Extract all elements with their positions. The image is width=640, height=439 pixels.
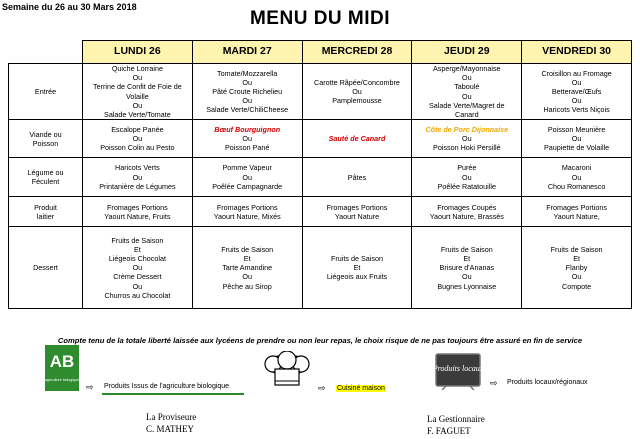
menu-item: Printanière de Légumes — [99, 181, 176, 191]
menu-item: Yaourt Nature, Mixés — [213, 211, 281, 221]
menu-item: Fromages Portions — [326, 202, 388, 212]
menu-item: Ou — [242, 134, 252, 144]
menu-item: Yaourt Nature, Brassés — [429, 211, 504, 221]
menu-item: Ou — [132, 100, 143, 110]
ab-logo-text: AB — [49, 352, 75, 371]
menu-item: Churros au Chocolat — [104, 290, 171, 300]
menu-item: Pomme Vapeur — [222, 163, 272, 173]
menu-cell — [192, 227, 302, 309]
menu-item: Ou — [571, 96, 582, 106]
day-header: JEUDI 29 — [412, 41, 522, 64]
menu-item: Côte de Porc Dijonnaise — [425, 124, 509, 134]
menu-item: Et — [463, 253, 471, 263]
page-title: MENU DU MIDI — [249, 8, 391, 29]
menu-item: Fruits de Saison — [331, 253, 383, 263]
menu-item: Sauté de Canard — [328, 134, 386, 144]
menu-item: Ou — [242, 172, 252, 182]
menu-item: Fruits de Saison — [550, 244, 603, 254]
menu-item: Chou Romanesco — [547, 181, 606, 191]
menu-item: Volaille — [126, 91, 149, 101]
menu-item: Fromages Portions — [546, 202, 607, 212]
menu-item: Flanby — [565, 263, 588, 273]
menu-item: Canard — [455, 110, 479, 120]
menu-cell — [412, 227, 522, 309]
menu-table — [8, 40, 632, 309]
menu-cell — [522, 158, 632, 197]
menu-cell — [412, 64, 522, 120]
menu-row — [9, 158, 632, 197]
menu-item: Fromages Portions — [107, 202, 168, 212]
menu-item: Betterave/Œufs — [551, 87, 602, 96]
menu-item: Et — [134, 244, 141, 254]
menu-item: Escalope Panée — [111, 124, 164, 134]
row-label — [9, 197, 83, 227]
menu-item: Salade Verte/Tomate — [104, 110, 171, 120]
day-header: MERCREDI 28 — [302, 41, 412, 64]
menu-item: Fromages Portions — [216, 202, 278, 212]
menu-item: Crème Dessert — [113, 272, 162, 282]
row-label-line: Légume ou — [27, 168, 64, 178]
menu-cell — [412, 197, 522, 227]
menu-item: Pâtes — [347, 172, 367, 182]
menu-item: Tarte Amandine — [222, 263, 273, 273]
row-label — [9, 64, 83, 120]
menu-item: Ou — [242, 272, 252, 282]
menu-item: Fromages Coupés — [437, 202, 497, 212]
menu-item: Haricots Verts — [115, 163, 160, 173]
menu-item: Terrine de Confit de Foie de — [93, 82, 182, 92]
menu-item: Ou — [132, 263, 143, 273]
menu-row — [9, 227, 632, 309]
menu-item: Poêlée Campagnarde — [212, 181, 283, 191]
menu-item: Fruits de Saison — [440, 244, 493, 254]
row-label-line: Entrée — [34, 87, 57, 96]
menu-cell — [83, 120, 193, 158]
header-corner — [9, 41, 83, 64]
menu-cell — [412, 120, 522, 158]
week-label: Semaine du 26 au 30 Mars 2018 — [2, 2, 137, 12]
local-arrow-icon: ⇨ — [490, 378, 498, 388]
local-logo-text: Produits locaux — [432, 364, 484, 373]
row-label-line: Viande ou — [29, 129, 62, 139]
menu-item: Ou — [461, 172, 472, 182]
menu-item: Ou — [571, 77, 582, 87]
chef-hat-icon — [263, 351, 311, 391]
signature-right-title: La Gestionnaire — [427, 414, 485, 424]
menu-item: Carotte Râpée/Concombre — [314, 77, 400, 87]
menu-item: Fruits de Saison — [221, 244, 274, 254]
signature-left-title: La Proviseure — [146, 412, 197, 422]
day-header-row — [9, 41, 632, 64]
menu-item: Fruits de Saison — [111, 235, 164, 245]
organic-arrow-icon: ⇨ — [86, 382, 94, 392]
menu-item: Ou — [461, 91, 472, 101]
menu-item: Salade Verte/Magret de — [429, 100, 505, 110]
organic-underline — [102, 393, 244, 395]
menu-item: Liégeois aux Fruits — [326, 272, 388, 282]
menu-item: Compote — [562, 281, 592, 291]
menu-item: Quiche Lorraine — [111, 64, 163, 73]
menu-item: Ou — [461, 73, 472, 83]
row-label — [9, 227, 83, 309]
day-header: VENDREDI 30 — [522, 41, 632, 64]
menu-cell — [192, 120, 302, 158]
menu-item: Haricots Verts Niçois — [543, 105, 610, 115]
homemade-legend-label: Cuisiné maison — [337, 385, 385, 392]
menu-item: Bugnes Lyonnaise — [437, 281, 497, 291]
row-label-line: laitier — [36, 211, 55, 221]
menu-item: Ou — [571, 172, 582, 182]
menu-item: Ou — [242, 96, 252, 106]
ab-organic-logo-icon — [45, 345, 79, 391]
menu-cell — [192, 197, 302, 227]
signature-right-name: F. FAGUET — [427, 426, 471, 436]
menu-cell — [522, 64, 632, 120]
row-label — [9, 120, 83, 158]
menu-item: Bœuf Bourguignon — [214, 124, 281, 134]
signature-left-name: C. MATHEY — [146, 424, 195, 434]
menu-item: Yaourt Nature, — [553, 211, 600, 221]
row-label-line: Féculent — [31, 177, 60, 187]
menu-item: Macaroni — [561, 163, 592, 173]
menu-item: Poisson Pané — [225, 143, 270, 153]
menu-item: Ou — [132, 134, 143, 144]
menu-cell — [83, 64, 193, 120]
menu-item: Poisson Meunière — [547, 124, 606, 134]
service-note: Compte tenu de la totale liberté laissée aux lycéens de prendre ou non leur repas, le choix risque de ne pas toujours être assuré en fin de service — [57, 336, 583, 345]
menu-item: Pamplemousse — [332, 96, 382, 106]
menu-item: Ou — [132, 281, 143, 291]
menu-item: Asperge/Mayonnaise — [433, 64, 501, 73]
menu-cell — [522, 197, 632, 227]
menu-cell — [302, 120, 412, 158]
menu-item: Brisure d'Ananas — [439, 263, 495, 273]
menu-item: Ou — [461, 134, 472, 144]
menu-item: Tomate/Mozzarella — [217, 68, 278, 78]
row-label-line: Poisson — [32, 138, 59, 148]
local-legend-label: Produits locaux/régionaux — [507, 379, 588, 386]
menu-item: Pâté Croute Richelieu — [212, 87, 283, 96]
day-header: MARDI 27 — [192, 41, 302, 64]
menu-cell — [192, 64, 302, 120]
menu-cell — [302, 197, 412, 227]
menu-cell — [83, 158, 193, 197]
menu-row — [9, 197, 632, 227]
menu-item: Ou — [242, 77, 252, 87]
local-products-logo-icon — [432, 352, 484, 390]
menu-cell — [302, 158, 412, 197]
menu-item: Ou — [571, 272, 582, 282]
menu-item: Ou — [352, 87, 362, 96]
menu-cell — [412, 158, 522, 197]
menu-item: Salade Verte/ChiliCheese — [206, 105, 289, 115]
menu-item: Ou — [461, 272, 472, 282]
ab-logo-caption: agriculture biologique — [45, 378, 79, 382]
menu-item: Ou — [132, 172, 143, 182]
row-label-line: Dessert — [33, 263, 58, 273]
menu-item: Poisson Hoki Persillé — [433, 143, 501, 153]
menu-item: Paupiette de Volaille — [544, 143, 610, 153]
menu-item: Poêlée Ratatouille — [437, 181, 496, 191]
homemade-arrow-icon: ⇨ — [318, 383, 326, 393]
menu-item: Purée — [457, 163, 477, 173]
day-header: LUNDI 26 — [83, 41, 193, 64]
menu-cell — [522, 120, 632, 158]
menu-item: Et — [573, 253, 580, 263]
menu-item: Et — [243, 253, 251, 263]
menu-cell — [192, 158, 302, 197]
menu-item: Yaourt Nature, Fruits — [104, 211, 171, 221]
menu-row — [9, 120, 632, 158]
menu-item: Croisillon au Fromage — [541, 68, 612, 78]
row-label — [9, 158, 83, 197]
menu-item: Et — [353, 263, 361, 273]
menu-cell — [302, 227, 412, 309]
menu-item: Poisson Colin au Pesto — [100, 143, 175, 153]
menu-cell — [522, 227, 632, 309]
menu-item: Liégeois Chocolat — [108, 253, 166, 263]
menu-cell — [83, 227, 193, 309]
menu-cell — [83, 197, 193, 227]
menu-cell — [302, 64, 412, 120]
menu-item: Pêche au Sirop — [222, 281, 272, 291]
row-label-line: Produit — [34, 202, 57, 212]
menu-item: Yaourt Nature — [334, 211, 380, 221]
organic-legend-label: Produits Issus de l'agriculture biologique — [104, 383, 230, 390]
menu-row — [9, 64, 632, 120]
menu-item: Taboulé — [454, 82, 480, 92]
menu-item: Ou — [571, 134, 582, 144]
menu-item: Ou — [132, 73, 143, 83]
